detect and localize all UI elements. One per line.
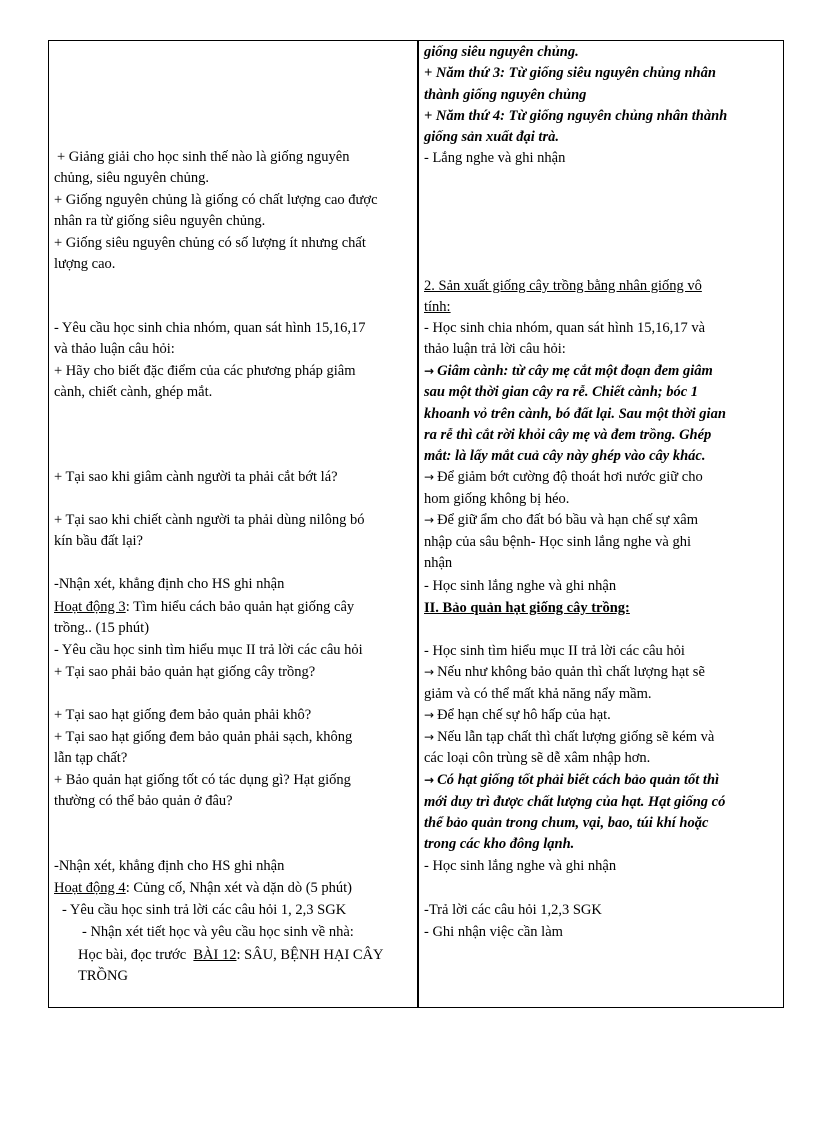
text-line: ra rễ thì cắt rời khỏi cây mẹ và đem trồng. Ghép [424,427,712,443]
text-line: nhập của sâu bệnh- Học sinh lắng nghe và ghi [424,534,691,550]
text-line: nhận [424,555,453,571]
text-line: mới duy trì được chất lượng của hạt. Hạt giống có [424,794,726,810]
section-2-title: tính: [424,299,451,315]
text-line: thường có thể bảo quản ở đâu? [54,793,233,809]
text-line: + Tại sao hạt giống đem bảo quản phải sạch, không [54,729,353,745]
text-line: -Nhận xét, khẳng định cho HS ghi nhận [54,858,285,874]
text-line: thể bảo quản trong chum, vại, bao, túi khí hoặc [424,815,709,831]
answer-line [424,727,714,748]
text-line: + Tại sao phải bảo quản hạt giống cây trồng? [54,664,316,680]
text-line: - Nhận xét tiết học và yêu cầu học sinh về nhà: [82,924,354,940]
answer-text: Để hạn chế sự hô hấp của hạt. [437,707,611,723]
text-line: trồng.. (15 phút) [54,620,150,636]
text-line: + Giống nguyên chủng là giống có chất lượng cao được [54,192,378,208]
lesson-12-title: : SÂU, BỆNH HẠI CÂY [236,947,384,963]
text-line: + Năm thứ 3: Từ giống siêu nguyên chủng nhân [424,65,716,81]
arrow-icon: → [424,730,435,744]
text-line: hom giống không bị héo. [424,491,570,507]
text-line: - Học sinh lắng nghe và ghi nhận [424,858,617,874]
section-ii-title: II. Bảo quản hạt giống cây trồng: [424,600,630,616]
answer-text: Để giữ ẩm cho đất bó bầu và hạn chế sự xâm [437,512,698,528]
text-line: TRỒNG [78,968,128,984]
text-line: giống sản xuất đại trà. [424,129,559,145]
text-line: - Yêu cầu học sinh trả lời các câu hỏi 1, 2,3 SGK [62,902,347,918]
arrow-icon: → [424,665,435,679]
answer-text: Để giảm bớt cường độ thoát hơi nước giữ cho [437,469,703,485]
text-line: thành giống nguyên chủng [424,87,587,103]
text-line: thảo luận trả lời câu hỏi: [424,341,566,357]
answer-line [424,361,713,382]
text-line: kín bầu đất lại? [54,533,143,549]
answer-text: Có hạt giống tốt phải biết cách bảo quản tốt thì [437,772,720,788]
answer-text: Nếu lẫn tạp chất thì chất lượng giống sẽ kém và [437,729,715,745]
text-line: chủng, siêu nguyên chủng. [54,170,210,186]
arrow-icon: → [424,708,435,722]
activity-4-label: Hoạt động 4 [54,880,126,896]
text-line: + Giống siêu nguyên chủng có số lượng ít nhưng chất [54,235,366,251]
text-line: + Bảo quản hạt giống tốt có tác dụng gì? Hạt giống [54,772,351,788]
text-line: -Nhận xét, khẳng định cho HS ghi nhận [54,576,285,592]
text-line: + Hãy cho biết đặc điểm của các phương pháp giâm [54,363,356,379]
text-line: mắt: là lấy mắt cuả cây này ghép vào cây khác. [424,448,706,464]
arrow-icon: → [424,513,435,527]
text-line: lẫn tạp chất? [54,750,128,766]
text-line: giống siêu nguyên chủng. [424,44,579,60]
text-line: + Giảng giải cho học sinh thế nào là giống nguyên [57,149,350,165]
hoc-bai-text: Học bài, đọc trước [78,947,187,963]
column-divider [417,40,419,1008]
arrow-icon: → [424,470,435,484]
text-line: nhân ra từ giống siêu nguyên chủng. [54,213,266,229]
text-line: - Ghi nhận việc cần làm [424,924,563,940]
text-line: + Tại sao khi giâm cành người ta phải cắt bớt lá? [54,469,338,485]
text-line: - Yêu cầu học sinh chia nhóm, quan sát hình 15,16,17 [54,320,366,336]
section-2-title: 2. Sản xuất giống cây trồng bằng nhân giống vô [424,278,702,294]
activity-4-heading [54,878,352,899]
answer-line [424,662,705,683]
next-lesson-line [78,945,384,966]
text-line: các loại côn trùng sẽ dễ xâm nhập hơn. [424,750,651,766]
text-line: và thảo luận câu hỏi: [54,341,175,357]
answer-line [424,770,719,791]
text-line: -Trả lời các câu hỏi 1,2,3 SGK [424,902,602,918]
activity-3-label: Hoạt động 3 [54,599,126,615]
text-line: - Lắng nghe và ghi nhận [424,150,566,166]
text-line: lượng cao. [54,256,116,272]
text-line: - Yêu cầu học sinh tìm hiểu mục II trả lời các câu hỏi [54,642,363,658]
text-line: giảm và có thể mất khả năng nẩy mầm. [424,686,652,702]
arrow-icon: → [424,773,435,787]
answer-text: Giâm cành: từ cây mẹ cắt một đoạn đem giâm [437,363,713,379]
answer-text: Nếu như không bảo quản thì chất lượng hạt sẽ [437,664,705,680]
activity-4-title: : Củng cố, Nhận xét và dặn dò (5 phút) [125,880,353,896]
text-line: cành, chiết cành, ghép mắt. [54,384,213,400]
text-line: + Tại sao hạt giống đem bảo quản phải khô? [54,707,312,723]
activity-3-heading [54,597,354,618]
activity-3-title: : Tìm hiểu cách bảo quản hạt giống cây [125,599,355,615]
text-line: + Tại sao khi chiết cành người ta phải dùng nilông bó [54,512,365,528]
answer-line [424,467,703,488]
text-line: + Năm thứ 4: Từ giống nguyên chủng nhân thành [424,108,728,124]
arrow-icon: → [424,364,435,378]
lesson-12-link: BÀI 12 [193,947,237,963]
text-line: trong các kho đông lạnh. [424,836,575,852]
text-line: - Học sinh lắng nghe và ghi nhận [424,578,617,594]
text-line: - Học sinh chia nhóm, quan sát hình 15,16,17 và [424,320,706,336]
answer-line [424,705,611,726]
text-line: khoanh vỏ trên cành, bó đất lại. Sau một thời gian [424,406,726,422]
text-line: - Học sinh tìm hiểu mục II trả lời các câu hỏi [424,643,685,659]
text-line: sau một thời gian cây ra rễ. Chiết cành; bóc 1 [424,384,699,400]
answer-line [424,510,698,531]
